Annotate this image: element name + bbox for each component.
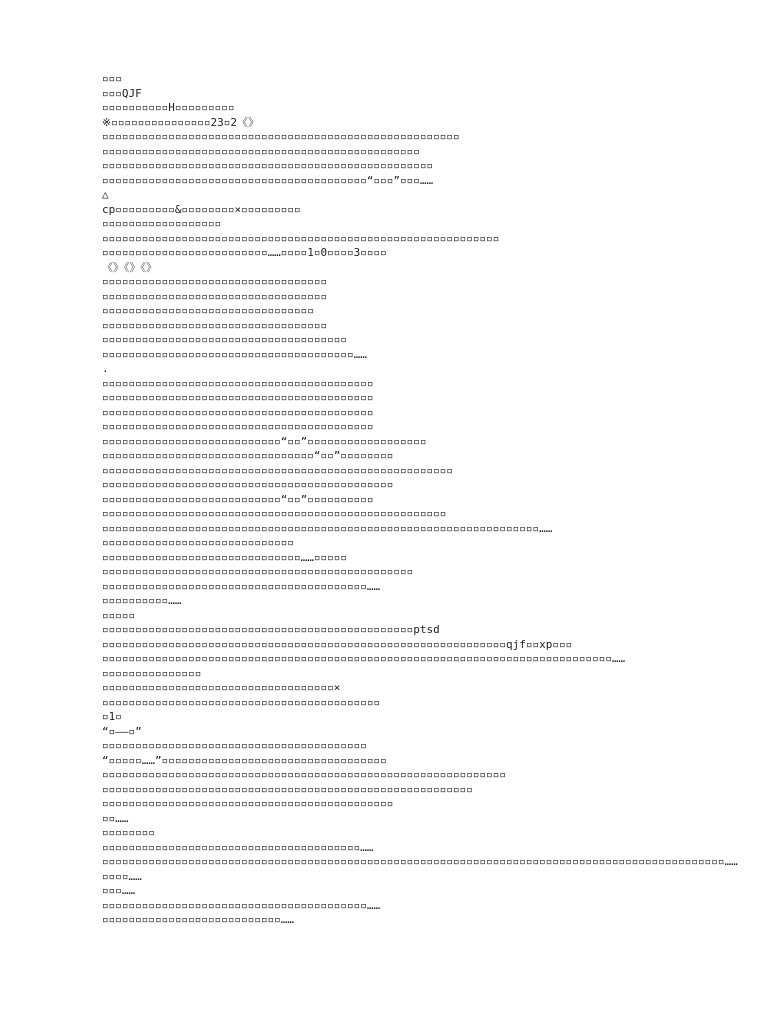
text-line: ▫▫▫▫▫▫▫▫▫▫▫▫▫▫▫▫▫▫▫▫▫▫▫▫▫▫▫▫▫▫▫▫▫▫ — [102, 275, 328, 288]
text-line: ▫▫▫▫▫▫▫▫▫▫▫▫▫▫▫▫▫▫▫▫▫▫▫▫▫▫▫▫▫▫▫▫▫▫▫▫▫▫▫▫▫▫▫▫▫▫▫▫▫▫▫▫▫▫▫▫▫▫▫▫▫qjf▫▫xp▫▫▫ — [102, 637, 573, 651]
text-line: ▫▫▫▫▫▫▫▫▫▫▫▫▫▫▫▫▫▫▫▫▫▫▫▫▫▫▫▫▫▫▫▫▫▫▫▫▫▫▫▫▫▫▫▫▫▫▫▫▫▫▫▫▫▫▫▫▫▫▫▫▫▫▫▫▫▫▫▫▫▫▫▫▫▫▫▫▫…… — [102, 652, 626, 665]
text-line: ▫▫▫▫▫▫▫▫▫▫▫▫▫▫▫▫▫▫▫▫▫▫▫▫▫▫▫▫▫▫▫▫▫▫▫▫▫▫▫▫▫▫▫▫ — [102, 797, 394, 810]
text-line: . — [102, 362, 109, 375]
text-line: ▫▫▫▫▫▫▫▫▫▫▫▫▫▫▫▫▫▫▫▫▫▫▫▫▫▫▫▫▫▫▫▫▫▫▫▫▫▫▫▫▫▫ — [102, 695, 381, 709]
text-line: ▫▫▫▫▫▫▫▫▫▫▫▫▫▫▫▫▫▫▫▫▫▫▫▫▫▫▫▫▫▫▫▫▫▫▫▫▫▫▫▫…… — [102, 898, 381, 912]
document-page — [102, 72, 742, 928]
text-line: ▫▫▫▫▫▫▫▫▫▫▫▫▫▫▫▫▫▫▫▫▫▫▫▫▫▫▫▫▫▫▫▫▫▫▫▫▫▫▫▫▫ — [102, 405, 374, 419]
text-line: ▫▫▫▫▫▫▫▫▫▫▫▫▫▫▫▫▫▫▫▫▫▫▫▫▫▫▫▫▫▫▫▫▫▫▫▫▫▫▫▫…… — [102, 579, 381, 593]
text-line: ▫▫▫▫▫ — [102, 608, 136, 622]
text-line: ▫▫▫▫▫▫▫▫▫▫▫▫▫▫▫▫▫▫▫▫▫▫▫▫▫▫▫“▫▫”▫▫▫▫▫▫▫▫▫▫ — [102, 492, 374, 506]
text-line: ▫▫▫▫▫▫▫▫▫▫▫▫▫▫▫▫▫▫▫▫▫▫▫▫▫▫▫▫▫▫▫▫▫▫▫▫▫▫▫…… — [102, 840, 374, 854]
text-line: ▫▫▫▫▫▫▫▫▫▫▫▫▫▫▫▫▫▫▫▫▫▫▫▫▫▫▫▫▫▫▫▫▫▫▫▫▫▫▫▫▫▫▫▫▫▫▫▫▫▫▫▫▫▫▫▫ — [102, 782, 473, 796]
text-line: ▫▫▫▫▫▫▫▫▫▫▫▫▫▫▫▫▫▫▫▫▫▫▫▫▫▫▫▫▫▫▫▫▫▫▫▫▫▫▫▫▫▫▫▫▫▫▫▫ — [102, 144, 420, 158]
text-line: ▫▫▫…… — [102, 884, 136, 897]
text-line: ▫▫▫▫▫▫▫▫▫▫▫▫▫▫▫▫▫▫▫▫▫▫▫▫▫▫▫▫▫▫▫▫▫▫▫▫▫▫▫▫▫▫▫▫▫▫▫▫▫▫ — [102, 159, 434, 172]
text-line: ▫▫▫▫▫▫▫▫▫▫▫▫▫▫▫▫▫▫▫▫▫▫▫▫▫▫▫▫▫▫▫▫▫▫▫▫▫▫▫▫▫▫▫▫▫▫▫▫▫▫▫▫▫▫▫▫▫▫▫▫ — [102, 231, 500, 245]
text-line: ▫▫▫▫▫▫▫▫▫▫▫▫▫▫▫▫▫▫▫▫▫▫▫▫▫▫▫▫▫▫▫▫▫▫▫▫▫▫…… — [102, 347, 367, 361]
text-line: ▫▫▫▫…… — [102, 869, 142, 883]
text-line: ▫▫▫▫▫▫▫▫▫▫▫▫▫▫▫▫▫▫▫▫▫▫▫▫▫▫▫▫▫▫▫▫▫▫▫▫▫▫▫▫▫▫▫▫ — [102, 478, 394, 491]
text-line: ▫▫▫▫▫▫▫▫▫▫▫▫▫▫▫▫▫▫ — [102, 217, 222, 230]
text-line: ▫▫▫▫▫▫▫▫▫▫H▫▫▫▫▫▫▫▫▫ — [102, 101, 235, 114]
text-line: ▫▫▫▫▫▫▫▫▫▫…… — [102, 594, 182, 607]
text-line: ▫▫▫▫▫▫▫▫▫▫▫▫▫▫▫▫▫▫▫▫▫▫▫▫▫▫▫▫▫▫▫▫▫▫▫▫▫▫▫▫▫▫▫▫▫▫▫▫▫▫▫▫▫▫▫▫▫▫▫▫▫▫▫▫▫▫▫▫▫▫▫▫▫▫▫▫▫▫▫▫▫▫▫▫▫▫▫▫▫▫▫▫▫▫…… — [102, 855, 738, 868]
text-line: ▫▫▫▫▫▫▫▫▫▫▫▫▫▫▫▫▫▫▫▫▫▫▫▫▫▫▫▫▫▫▫▫▫▫▫▫▫▫▫▫“▫▫▫”▫▫▫…… — [102, 173, 434, 187]
text-line: ▫▫▫▫▫▫▫▫▫▫▫▫▫▫▫▫▫▫▫▫▫▫▫▫▫▫▫▫▫▫▫▫▫▫ — [102, 318, 328, 332]
text-line: ▫▫▫▫▫▫▫▫▫▫▫▫▫▫▫▫▫▫▫▫▫▫▫▫▫▫▫▫▫▫▫▫▫▫▫× — [102, 681, 341, 694]
text-line: △ — [102, 188, 109, 201]
text-line: ▫▫▫▫▫▫▫▫▫▫▫▫▫▫▫▫▫▫▫▫▫▫▫▫▫▫▫▫▫▫▫▫▫▫▫▫▫▫▫▫▫ — [102, 420, 374, 433]
text-line: ▫▫▫▫▫▫▫▫▫▫▫▫▫▫▫▫▫▫▫▫▫▫▫▫▫▫▫▫▫▫▫▫▫▫▫▫▫▫▫▫ — [102, 739, 367, 752]
text-line: ▫▫▫▫▫▫▫▫▫▫▫▫▫▫▫▫▫▫▫▫▫▫▫▫▫▫▫▫▫▫▫▫▫▫▫▫▫▫▫▫▫▫▫▫▫▫▫▫▫▫▫▫▫▫▫▫▫▫▫▫▫ — [102, 768, 506, 781]
text-line: ▫▫▫QJF — [102, 86, 142, 100]
text-line: ▫▫▫▫▫▫▫▫▫▫▫▫▫▫▫▫▫▫▫▫▫▫▫▫▫▫▫▫▫▫▫▫“▫▫”▫▫▫▫▫▫▫▫ — [102, 449, 394, 462]
text-line: ▫▫▫▫▫▫▫▫▫▫▫▫▫▫▫▫▫▫▫▫▫▫▫▫▫▫▫▫▫▫▫▫▫▫▫▫▫▫▫▫▫▫▫▫▫▫▫▫▫▫▫▫▫▫ — [102, 130, 460, 143]
text-line: ▫▫▫▫▫▫▫▫▫▫▫▫▫▫▫▫▫▫▫▫▫▫▫▫▫▫▫▫▫▫▫▫▫▫▫▫▫ — [102, 333, 348, 346]
text-line: ▫▫▫▫▫▫▫▫▫▫▫▫▫▫▫▫▫▫▫▫▫▫▫▫▫▫▫▫▫▫……▫▫▫▫▫ — [102, 550, 348, 564]
text-line: ▫▫▫▫▫▫▫▫▫▫▫▫▫▫▫ — [102, 666, 202, 680]
text-line: ▫▫▫▫▫▫▫▫▫▫▫▫▫▫▫▫▫▫▫▫▫▫▫▫▫▫▫“▫▫”▫▫▫▫▫▫▫▫▫▫▫▫▫▫▫▫▫▫ — [102, 434, 427, 448]
text-line: “▫▫▫▫▫……”▫▫▫▫▫▫▫▫▫▫▫▫▫▫▫▫▫▫▫▫▫▫▫▫▫▫▫▫▫▫▫▫▫▫ — [102, 753, 387, 767]
text-line: ▫▫▫▫▫▫▫▫▫▫▫▫▫▫▫▫▫▫▫▫▫▫▫▫▫……▫▫▫▫1▫0▫▫▫▫3▫▫▫▫ — [102, 246, 387, 259]
text-line: ▫▫▫▫▫▫▫▫▫▫▫▫▫▫▫▫▫▫▫▫▫▫▫▫▫▫▫▫▫▫▫▫▫▫ — [102, 289, 328, 303]
text-line: ▫▫▫▫▫▫▫▫ — [102, 826, 155, 839]
text-line: ▫▫▫▫▫▫▫▫▫▫▫▫▫▫▫▫▫▫▫▫▫▫▫▫▫▫▫…… — [102, 913, 295, 926]
text-line: ▫▫▫▫▫▫▫▫▫▫▫▫▫▫▫▫▫▫▫▫▫▫▫▫▫▫▫▫▫▫▫▫▫▫▫▫▫▫▫▫▫▫▫▫▫▫▫▫▫▫▫▫▫ — [102, 463, 453, 477]
text-line: ▫▫▫▫▫▫▫▫▫▫▫▫▫▫▫▫▫▫▫▫▫▫▫▫▫▫▫▫▫▫▫▫▫▫▫▫▫▫▫▫▫ — [102, 391, 374, 404]
text-line: cp▫▫▫▫▫▫▫▫▫&▫▫▫▫▫▫▫▫×▫▫▫▫▫▫▫▫▫ — [102, 202, 301, 216]
text-line: 《》《》《》 — [102, 260, 157, 274]
text-line: ▫▫▫▫▫▫▫▫▫▫▫▫▫▫▫▫▫▫▫▫▫▫▫▫▫▫▫▫▫▫▫▫▫▫▫▫▫▫▫▫▫▫▫▫▫▫▫ptsd — [102, 623, 440, 636]
text-line: ▫▫▫▫▫▫▫▫▫▫▫▫▫▫▫▫▫▫▫▫▫▫▫▫▫▫▫▫▫▫▫▫ — [102, 304, 314, 317]
text-line: “▫——▫” — [102, 724, 142, 738]
text-line: ▫▫▫▫▫▫▫▫▫▫▫▫▫▫▫▫▫▫▫▫▫▫▫▫▫▫▫▫▫▫▫▫▫▫▫▫▫▫▫▫▫▫▫▫▫▫▫▫▫▫▫▫ — [102, 507, 447, 520]
text-line: ▫▫▫▫▫▫▫▫▫▫▫▫▫▫▫▫▫▫▫▫▫▫▫▫▫▫▫▫▫▫▫▫▫▫▫▫▫▫▫▫▫▫▫▫▫▫▫ — [102, 565, 414, 578]
text-line: ▫▫▫▫▫▫▫▫▫▫▫▫▫▫▫▫▫▫▫▫▫▫▫▫▫▫▫▫▫▫▫▫▫▫▫▫▫▫▫▫▫ — [102, 376, 374, 390]
text-line: ▫1▫ — [102, 710, 122, 723]
text-line: ▫▫…… — [102, 811, 129, 825]
text-line: ▫▫▫▫▫▫▫▫▫▫▫▫▫▫▫▫▫▫▫▫▫▫▫▫▫▫▫▫▫▫▫▫▫▫▫▫▫▫▫▫▫▫▫▫▫▫▫▫▫▫▫▫▫▫▫▫▫▫▫▫▫▫▫▫▫▫…… — [102, 521, 553, 535]
text-line: ▫▫▫▫▫▫▫▫▫▫▫▫▫▫▫▫▫▫▫▫▫▫▫▫▫▫▫▫▫ — [102, 536, 295, 549]
text-line: ▫▫▫ — [102, 72, 122, 85]
text-line: ※▫▫▫▫▫▫▫▫▫▫▫▫▫▫▫23▫2《》 — [102, 115, 260, 129]
